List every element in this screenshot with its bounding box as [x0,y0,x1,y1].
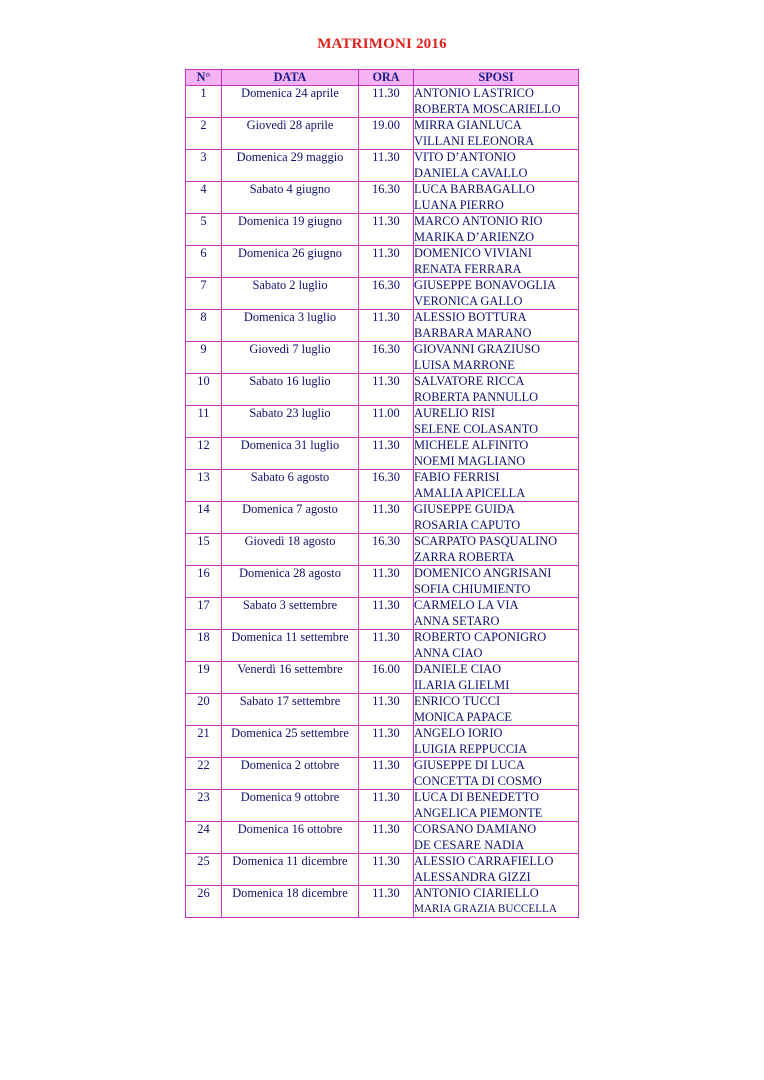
table-row [186,150,579,182]
row-time: 19.00 [359,118,414,150]
column-header-couple: SPOSI [414,70,579,86]
row-couple [414,86,579,118]
row-number: 4 [186,182,222,214]
bride-name: LUIGIA REPPUCCIA [414,741,528,756]
table-row [186,342,579,374]
page-title: MATRIMONI 2016 [317,36,447,52]
table-row [186,278,579,310]
bride-name: SOFIA CHIUMIENTO [414,581,531,596]
bride-name: LUANA PIERRO [414,197,504,212]
bride-name: ZARRA ROBERTA [414,549,515,564]
row-time: 11.30 [359,214,414,246]
groom-name: MIRRA GIANLUCA [414,118,522,132]
row-date: Venerdì 16 settembre [222,662,359,694]
row-number: 10 [186,374,222,406]
groom-name: MARCO ANTONIO RIO [414,214,543,228]
row-couple [414,502,579,534]
table-row [186,694,579,726]
row-date: Domenica 25 settembre [222,726,359,758]
groom-name: GIUSEPPE BONAVOGLIA [414,278,556,292]
bride-name: ANNA CIAO [414,645,483,660]
row-number: 26 [186,886,222,918]
row-couple [414,406,579,438]
row-date: Domenica 11 settembre [222,630,359,662]
row-date: Domenica 3 luglio [222,310,359,342]
row-couple [414,534,579,566]
bride-name: SELENE COLASANTO [414,421,539,436]
column-header-number: N° [186,70,222,86]
row-date: Sabato 16 luglio [222,374,359,406]
row-couple [414,790,579,822]
row-number: 2 [186,118,222,150]
row-date: Domenica 29 maggio [222,150,359,182]
bride-name: ANGELICA PIEMONTE [414,805,543,820]
row-couple [414,182,579,214]
bride-name: BARBARA MARANO [414,325,532,340]
groom-name: ANTONIO LASTRICO [414,86,534,100]
table-row [186,182,579,214]
table-row [186,406,579,438]
row-time: 11.30 [359,374,414,406]
row-time: 11.30 [359,758,414,790]
table-header-row [186,70,579,86]
row-number: 3 [186,150,222,182]
table-row [186,246,579,278]
row-couple [414,822,579,854]
bride-name: CONCETTA DI COSMO [414,773,542,788]
row-couple [414,342,579,374]
row-date: Giovedì 18 agosto [222,534,359,566]
groom-name: ENRICO TUCCI [414,694,501,708]
row-time: 11.30 [359,822,414,854]
bride-name: VILLANI ELEONORA [414,133,535,148]
bride-name: ROBERTA PANNULLO [414,389,539,404]
row-time: 11.30 [359,86,414,118]
table-row [186,86,579,118]
row-date: Domenica 7 agosto [222,502,359,534]
groom-name: ALESSIO BOTTURA [414,310,527,324]
groom-name: ROBERTO CAPONIGRO [414,630,547,644]
row-number: 23 [186,790,222,822]
groom-name: DOMENICO ANGRISANI [414,566,552,580]
row-time: 11.30 [359,694,414,726]
bride-name: ALESSANDRA GIZZI [414,869,531,884]
table-row [186,854,579,886]
bride-name: LUISA MARRONE [414,357,515,372]
row-date: Sabato 23 luglio [222,406,359,438]
row-time: 11.30 [359,438,414,470]
row-time: 11.30 [359,726,414,758]
row-couple [414,630,579,662]
row-number: 16 [186,566,222,598]
row-time: 16.30 [359,278,414,310]
row-number: 22 [186,758,222,790]
row-date: Sabato 2 luglio [222,278,359,310]
row-couple [414,662,579,694]
row-time: 11.30 [359,854,414,886]
row-couple [414,854,579,886]
row-time: 16.30 [359,470,414,502]
groom-name: ANGELO IORIO [414,726,503,740]
row-date: Domenica 9 ottobre [222,790,359,822]
row-number: 15 [186,534,222,566]
groom-name: DOMENICO VIVIANI [414,246,532,260]
table-row [186,886,579,918]
row-number: 11 [186,406,222,438]
row-couple [414,758,579,790]
groom-name: GIUSEPPE DI LUCA [414,758,525,772]
bride-name: DANIELA CAVALLO [414,165,528,180]
row-date: Domenica 19 giugno [222,214,359,246]
table-row [186,310,579,342]
row-number: 14 [186,502,222,534]
weddings-table [185,69,579,918]
bride-name: ROBERTA MOSCARIELLO [414,101,561,116]
table-row [186,374,579,406]
row-number: 24 [186,822,222,854]
table-row [186,534,579,566]
row-time: 11.30 [359,566,414,598]
bride-name: DE CESARE NADIA [414,837,525,852]
row-couple [414,246,579,278]
row-couple [414,566,579,598]
bride-name: ANNA SETARO [414,613,500,628]
row-couple [414,310,579,342]
table-row [186,470,579,502]
row-time: 16.30 [359,182,414,214]
groom-name: GIOVANNI GRAZIUSO [414,342,541,356]
groom-name: AURELIO RISI [414,406,495,420]
table-row [186,790,579,822]
row-time: 11.30 [359,886,414,918]
row-number: 9 [186,342,222,374]
groom-name: LUCA BARBAGALLO [414,182,535,196]
row-number: 17 [186,598,222,630]
table-row [186,822,579,854]
row-number: 6 [186,246,222,278]
row-time: 11.30 [359,502,414,534]
bride-name: NOEMI MAGLIANO [414,453,526,468]
groom-name: SCARPATO PASQUALINO [414,534,558,548]
row-number: 7 [186,278,222,310]
row-number: 18 [186,630,222,662]
row-couple [414,118,579,150]
row-couple [414,214,579,246]
bride-name: AMALIA APICELLA [414,485,526,500]
row-number: 13 [186,470,222,502]
bride-name: MONICA PAPACE [414,709,512,724]
bride-name: ILARIA GLIELMI [414,677,510,692]
row-number: 8 [186,310,222,342]
table-row [186,214,579,246]
row-number: 19 [186,662,222,694]
table-row [186,118,579,150]
row-date: Sabato 17 settembre [222,694,359,726]
row-date: Domenica 28 agosto [222,566,359,598]
row-time: 11.00 [359,406,414,438]
row-couple [414,694,579,726]
row-time: 11.30 [359,310,414,342]
groom-name: ANTONIO CIARIELLO [414,886,539,900]
row-time: 11.30 [359,246,414,278]
row-time: 16.00 [359,662,414,694]
row-time: 16.30 [359,342,414,374]
bride-name: RENATA FERRARA [414,261,522,276]
table-row [186,630,579,662]
row-number: 21 [186,726,222,758]
table-row [186,502,579,534]
groom-name: VITO D’ANTONIO [414,150,516,164]
row-date: Domenica 26 giugno [222,246,359,278]
table-row [186,566,579,598]
row-couple [414,374,579,406]
row-couple [414,470,579,502]
row-number: 1 [186,86,222,118]
row-couple [414,150,579,182]
row-couple [414,598,579,630]
groom-name: CARMELO LA VIA [414,598,519,612]
row-date: Domenica 16 ottobre [222,822,359,854]
row-couple [414,278,579,310]
row-date: Sabato 4 giugno [222,182,359,214]
row-time: 11.30 [359,150,414,182]
row-date: Giovedì 7 luglio [222,342,359,374]
row-date: Domenica 2 ottobre [222,758,359,790]
column-header-date: DATA [222,70,359,86]
row-date: Giovedì 28 aprile [222,118,359,150]
row-time: 11.30 [359,598,414,630]
table-row [186,438,579,470]
groom-name: CORSANO DAMIANO [414,822,537,836]
bride-name: MARIKA D’ARIENZO [414,229,535,244]
row-time: 11.30 [359,630,414,662]
row-couple [414,886,579,918]
row-couple [414,726,579,758]
row-date: Sabato 6 agosto [222,470,359,502]
row-time: 16.30 [359,534,414,566]
groom-name: SALVATORE RICCA [414,374,525,388]
row-date: Domenica 18 dicembre [222,886,359,918]
groom-name: DANIELE CIAO [414,662,502,676]
row-number: 20 [186,694,222,726]
groom-name: GIUSEPPE GUIDA [414,502,515,516]
groom-name: LUCA DI BENEDETTO [414,790,540,804]
column-header-time: ORA [359,70,414,86]
row-number: 12 [186,438,222,470]
bride-name: VERONICA GALLO [414,293,523,308]
row-number: 25 [186,854,222,886]
bride-name: ROSARIA CAPUTO [414,517,521,532]
bride-name: MARIA GRAZIA BUCCELLA [414,902,557,915]
table-body [186,86,579,918]
row-date: Domenica 24 aprile [222,86,359,118]
table-row [186,662,579,694]
groom-name: FABIO FERRISI [414,470,500,484]
table-row [186,726,579,758]
groom-name: ALESSIO CARRAFIELLO [414,854,554,868]
row-number: 5 [186,214,222,246]
groom-name: MICHELE ALFINITO [414,438,529,452]
row-couple [414,438,579,470]
table-row [186,758,579,790]
table-row [186,598,579,630]
row-date: Sabato 3 settembre [222,598,359,630]
row-date: Domenica 31 luglio [222,438,359,470]
row-time: 11.30 [359,790,414,822]
row-date: Domenica 11 dicembre [222,854,359,886]
